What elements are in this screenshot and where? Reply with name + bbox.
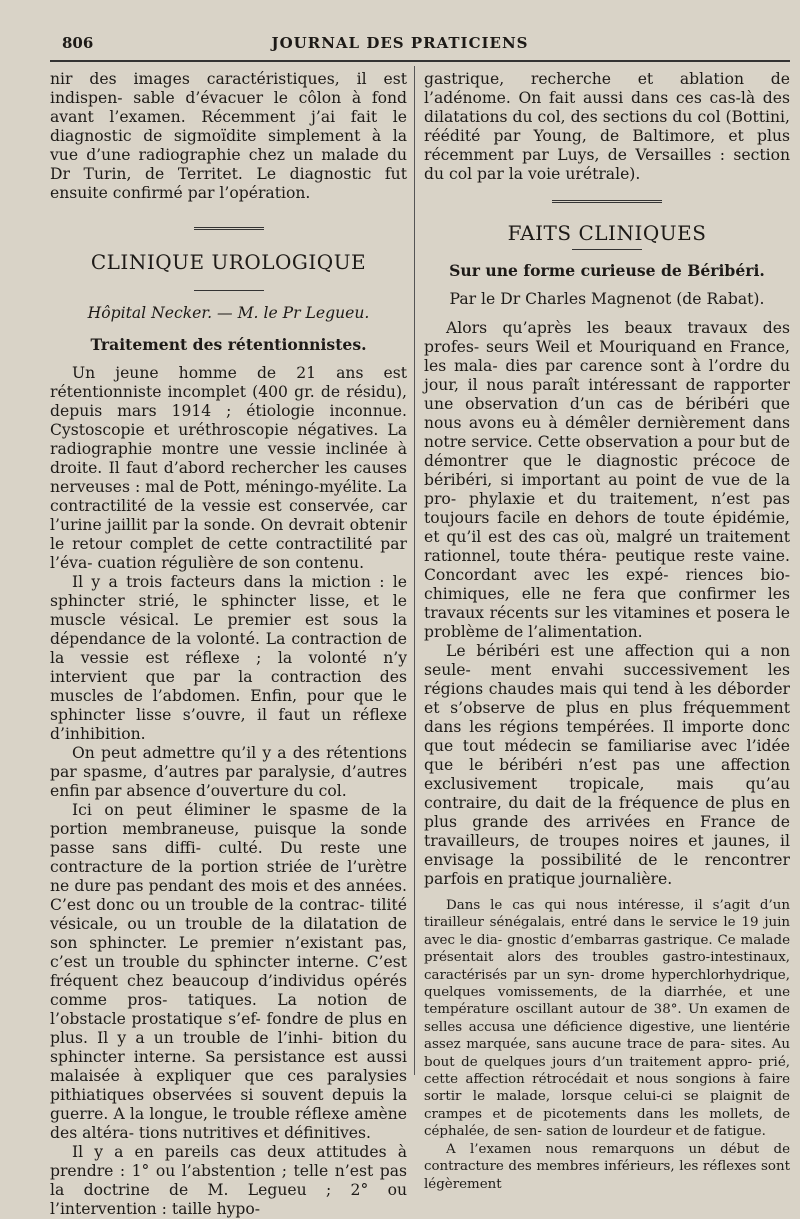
continued-paragraph: gastrique, recherche et ablation de l’adénome. On fait aussi dans ces cas-là des dilatations du col, des sections du col (Bottini, réédité par Young, de Baltimore, et plus récemment par Luys, de Versailles : section du col par la voie urétrale).	[424, 70, 790, 183]
paragraph: Il y a trois facteurs dans la miction : le sphincter strié, le sphincter lisse, et le muscle vésical. Le premier est sous la dépendance de la volonté. La contraction de la vessie est réflexe ; la volonté n’y intervient que par la contraction des muscles de l’abdomen. Enfin, pour que le sphincter lisse s’ouvre, il faut un réflexe d’inhibition.	[50, 573, 407, 743]
paragraph: Ici on peut éliminer le spasme de la portion membraneuse, puisque la sonde passe sans diffi- culté. Du reste une contracture de la portion striée de l’urètre ne dure pas pendant des mois et des années. C’est donc ou un trouble de la contrac- tilité vésicale, ou un trouble de la dilatation de son sphincter. Le premier n’existant pas, c’est un trouble du sphincter interne. C’est fréquent chez beaucoup d’individus opérés comme pros- tatiques. La notion de l’obstacle prostatique s’ef- fondre de plus en plus. Il y a un trouble de l’inhi- bition du sphincter interne. Sa persistance est aussi malaisée à expliquer que ces paralysies pithiatiques observées si souvent depuis la guerre. A la longue, le trouble réflexe amène des altéra- tions nutritives et définitives.	[50, 801, 407, 1142]
paragraph: On peut admettre qu’il y a des rétentions par spasme, d’autres par paralysie, d’autres enfin par absence d’ouverture du col.	[50, 744, 407, 800]
hospital-line: Hôpital Necker. — M. le Pr Legueu.	[87, 304, 370, 322]
section-separator	[194, 227, 264, 231]
byline: Par le Dr Charles Magnenot (de Rabat).	[449, 290, 765, 308]
paragraph: Il y a en pareils cas deux attitudes à prendre : 1° ou l’abstention ; telle n’est pas la doctrine de M. Legueu ; 2° ou l’intervention : taille hypo-	[50, 1143, 407, 1218]
case-paragraph: A l’examen nous remarquons un début de contracture des membres inférieurs, les réflexes sont légèrement	[424, 1141, 790, 1192]
paragraph: Alors qu’après les beaux travaux des profes- seurs Weil et Mouriquand en France, les mala- dies par carence sont à l’ordre du jour, il nous paraît intéressant de rapporter une observation d’un cas de béribéri que nous avons eu à démêler dernièrement dans notre service. Cette observation a pour but de démontrer que le diagnostic précoce de béribéri, si important au point de vue de la pro- phylaxie et du traitement, n’est pas toujours facile en dehors de toute épidémie, et qu’il est des cas où, malgré un traitement rationnel, toute théra- peutique reste vaine. Concordant avec les expé- riences bio-chimiques, elle ne fera que confirmer les travaux récents sur les vitamines et posera le problème de l’alimentation.	[424, 319, 790, 641]
article-title: Sur une forme curieuse de Béribéri.	[449, 261, 765, 280]
header-rule	[50, 60, 790, 62]
running-header	[0, 34, 800, 58]
article-title: Traitement des rétentionnistes.	[90, 335, 367, 354]
page-number: 806	[62, 34, 94, 52]
section-separator	[552, 200, 662, 204]
case-paragraph: Dans le cas qui nous intéresse, il s’agit d’un tirailleur sénégalais, entré dans le service le 19 juin avec le dia- gnostic d’embarras gastrique. Ce malade présentait alors des troubles gastro-intestinaux, caractérisés par un syn- drome hyperchlorhydrique, quelques vomissements, de la diarrhée, et une température oscillant autour de 38°. Un examen de selles accusa une déficience digestive, une lientérie assez marquée, sans aucune trace de para- sites. Au bout de quelques jours d’un traitement appro- prié, cette affection rétrocédait et nous songions à faire sortir le malade, lorsque celui-ci se plaignit de crampes et de picotements dans les mollets, de céphalée, de sen- sation de lourdeur et de fatigue.	[424, 898, 790, 1140]
paragraph: Le béribéri est une affection qui a non seule- ment envahi successivement les régions chaudes mais qui tend à les déborder et s’observe de plus en plus fréquemment dans les régions tempérées. Il importe donc que tout médecin se familiarise avec l’idée que le béribéri n’est pas une affection exclusivement tropicale, mais qu’au contraire, du dait de la fréquence de plus en plus grande des arrivées en France de travailleurs, de troupes noires et jaunes, il envisage la possibilité de le rencontrer parfois en pratique journalière.	[424, 642, 790, 888]
title-underline	[572, 249, 642, 251]
section-title: FAITS CLINIQUES	[507, 221, 707, 245]
column-divider	[414, 66, 415, 1075]
journal-title: JOURNAL DES PRATICIENS	[271, 34, 529, 52]
continued-paragraph: nir des images caractéristiques, il est indispen- sable d’évacuer le côlon à fond avant l’examen. Récemment j’ai fait le diagnostic de sigmoïdite simplement à la vue d’une radiographie chez un malade du Dr Turin, de Territet. Le diagnostic fut ensuite confirmé par l’opération.	[50, 70, 407, 202]
title-underline	[194, 290, 264, 292]
paragraph: Un jeune homme de 21 ans est rétentionniste incomplet (400 gr. de résidu), depuis mars 1914 ; étiologie inconnue. Cystoscopie et uréthroscopie négatives. La radiographie montre une vessie inclinée à droite. Il faut d’abord rechercher les causes nerveuses : mal de Pott, méningo-myélite. La contractilité de la vessie est conservée, car l’urine jaillit par la sonde. On devrait obtenir le retour complet de cette contractilité par l’éva- cuation régulière de son contenu.	[50, 364, 407, 572]
right-column	[424, 70, 790, 1193]
left-column	[50, 70, 407, 1219]
section-title: CLINIQUE UROLOGIQUE	[90, 250, 367, 274]
